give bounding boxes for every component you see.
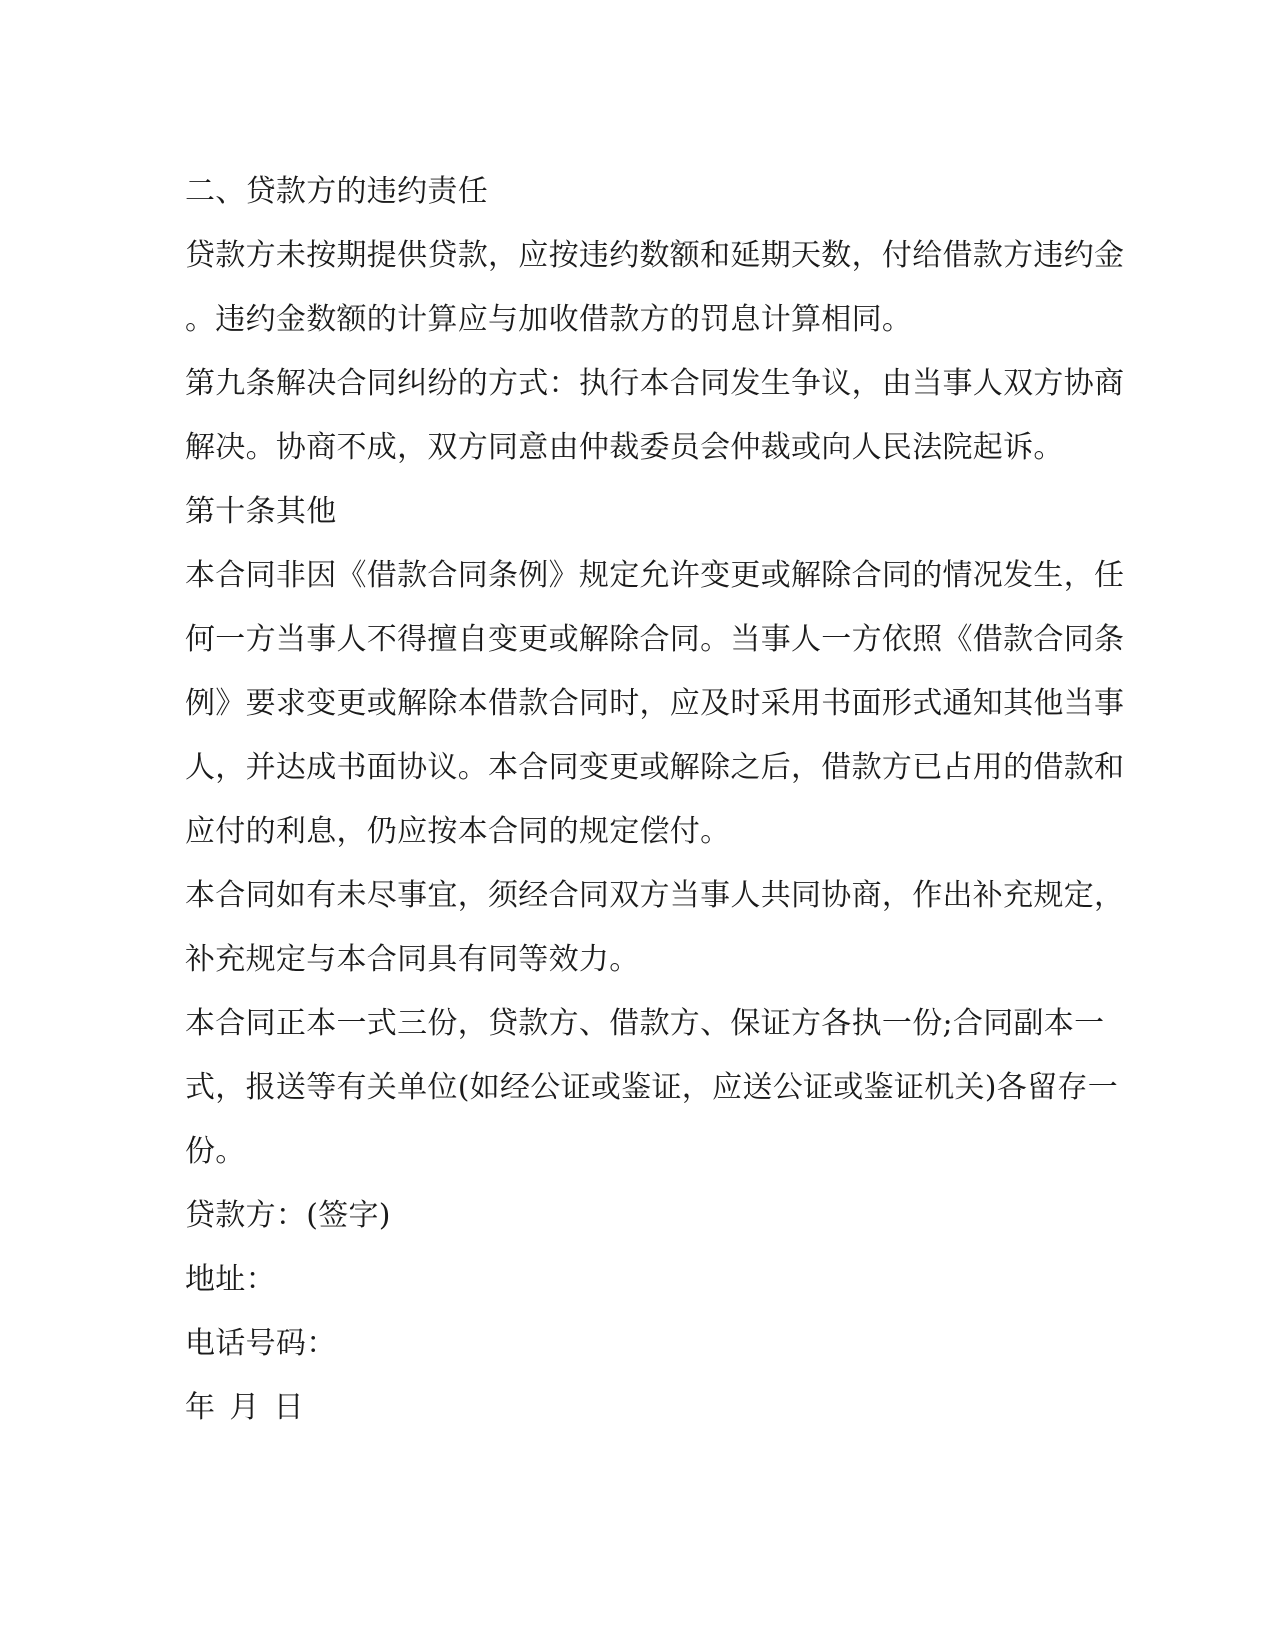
document-body [185, 160, 1125, 1440]
date-month: 月 [229, 1390, 260, 1425]
phone-field: 电话号码： [185, 1326, 337, 1361]
paragraph-line: 本合同正本一式三份，贷款方、借款方、保证方各执一份;合同副本一 [185, 1006, 1105, 1041]
paragraph-line: 式，报送等有关单位(如经公证或鉴证，应送公证或鉴证机关)各留存一 [185, 1070, 1119, 1105]
paragraph-line: 本合同非因《借款合同条例》规定允许变更或解除合同的情况发生，任 [185, 558, 1125, 593]
paragraph-line: 第九条解决合同纠纷的方式：执行本合同发生争议，由当事人双方协商 [185, 366, 1125, 401]
paragraph-line: 本合同如有未尽事宜，须经合同双方当事人共同协商，作出补充规定， [185, 878, 1125, 913]
paragraph-line: 应付的利息，仍应按本合同的规定偿付。 [185, 814, 731, 849]
date-year: 年 [185, 1390, 216, 1425]
address-field: 地址： [185, 1262, 276, 1297]
paragraph-line: 份。 [185, 1134, 246, 1169]
paragraph-line: 解决。协商不成，双方同意由仲裁委员会仲裁或向人民法院起诉。 [185, 430, 1064, 465]
paragraph-line: 例》要求变更或解除本借款合同时，应及时采用书面形式通知其他当事 [185, 686, 1125, 721]
section-heading-lender-liability: 二、贷款方的违约责任 [185, 174, 488, 209]
paragraph-line: 何一方当事人不得擅自变更或解除合同。当事人一方依照《借款合同条 [185, 622, 1125, 657]
paragraph-line: 人，并达成书面协议。本合同变更或解除之后，借款方已占用的借款和 [185, 750, 1125, 785]
date-day: 日 [273, 1390, 304, 1425]
paragraph-line: 补充规定与本合同具有同等效力。 [185, 942, 640, 977]
signature-lender: 贷款方：(签字) [185, 1198, 391, 1233]
date-line [185, 1376, 1090, 1440]
paragraph-line: 。违约金数额的计算应与加收借款方的罚息计算相同。 [185, 302, 913, 337]
section-heading-other: 第十条其他 [185, 494, 337, 529]
paragraph-line: 贷款方未按期提供贷款，应按违约数额和延期天数，付给借款方违约金 [185, 238, 1125, 273]
